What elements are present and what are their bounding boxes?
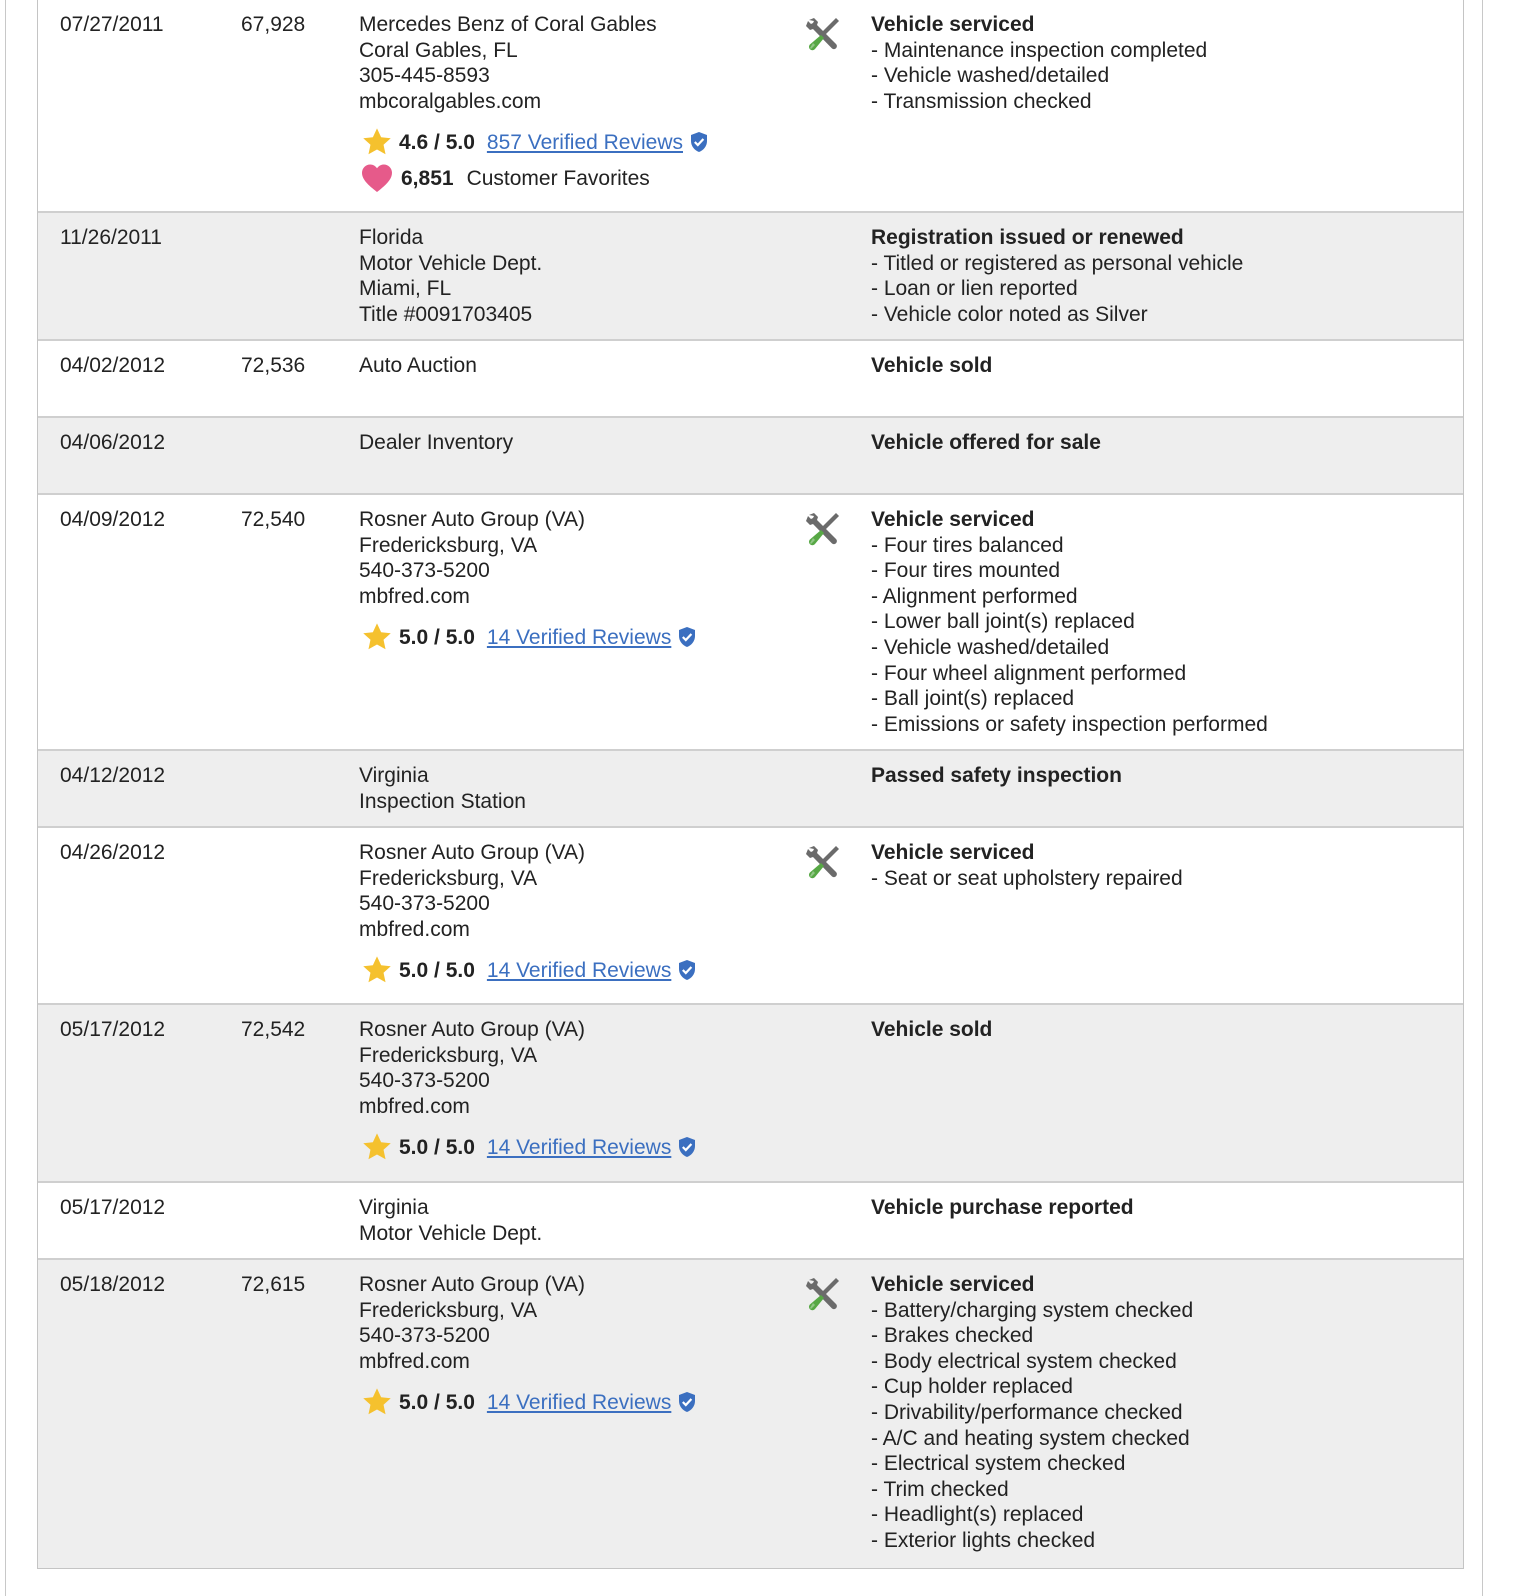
- dealer-rating: [359, 1384, 805, 1420]
- source-line: mbfred.com: [359, 1349, 470, 1373]
- source-line: Rosner Auto Group (VA): [359, 841, 586, 864]
- source-line: Motor Vehicle Dept.: [359, 1221, 543, 1245]
- verified-shield-icon: [683, 131, 709, 153]
- record-date: 11/26/2011: [60, 226, 162, 249]
- detail-item: - Exterior lights checked: [871, 1528, 1096, 1552]
- star-icon: [359, 126, 399, 158]
- source-line: Rosner Auto Group (VA): [359, 508, 586, 531]
- source-line: Rosner Auto Group (VA): [359, 1273, 586, 1296]
- record-date: 07/27/2011: [60, 13, 164, 36]
- record-date: 05/18/2012: [60, 1273, 166, 1296]
- history-table: [37, 0, 1464, 1569]
- record-details: [871, 0, 1463, 211]
- detail-item: - Titled or registered as personal vehicle: [871, 251, 1244, 275]
- star-icon: [359, 954, 399, 986]
- source-line: Mercedes Benz of Coral Gables: [359, 13, 657, 36]
- detail-item: - Headlight(s) replaced: [871, 1503, 1084, 1527]
- record-mileage: 72,542: [241, 1018, 306, 1041]
- detail-item: - Lower ball joint(s) replaced: [871, 610, 1135, 634]
- dealer-rating: [359, 1129, 805, 1165]
- rating-score: 5.0 / 5.0: [399, 958, 475, 982]
- record-source: [359, 1183, 805, 1258]
- record-date: 04/12/2012: [60, 764, 166, 787]
- wrench-screwdriver-icon: [805, 511, 871, 549]
- record-icon-cell: [805, 495, 871, 749]
- record-mileage: [241, 751, 359, 826]
- detail-item: - Four tires balanced: [871, 533, 1064, 557]
- record-details: [871, 213, 1463, 339]
- verified-shield-icon: [671, 959, 697, 981]
- star-icon: [359, 1386, 399, 1418]
- source-line: Virginia: [359, 764, 429, 787]
- verified-reviews-link[interactable]: 14 Verified Reviews: [486, 625, 672, 649]
- verified-shield-icon: [671, 626, 697, 648]
- record-icon-cell: [805, 1183, 871, 1258]
- record-details: [871, 418, 1463, 493]
- detail-item: - Brakes checked: [871, 1324, 1034, 1348]
- detail-item: - Four tires mounted: [871, 559, 1061, 583]
- record-icon-cell: [805, 0, 871, 211]
- record-mileage: [241, 418, 359, 493]
- source-line: Coral Gables, FL: [359, 38, 518, 62]
- detail-item: - Four wheel alignment performed: [871, 661, 1187, 685]
- detail-item: - Loan or lien reported: [871, 277, 1078, 301]
- record-source: [359, 828, 805, 1003]
- heart-icon: [359, 163, 401, 193]
- record-date: 05/17/2012: [60, 1196, 166, 1219]
- record-details: [871, 1005, 1463, 1181]
- record-title: Vehicle sold: [871, 354, 993, 377]
- source-line: 540-373-5200: [359, 559, 490, 583]
- record-details: [871, 1183, 1463, 1258]
- record-details: [871, 828, 1463, 1003]
- record-mileage: 72,615: [241, 1273, 306, 1296]
- record-mileage: 72,540: [241, 508, 306, 531]
- record-icon-cell: [805, 418, 871, 493]
- record-title: Vehicle sold: [871, 1018, 993, 1041]
- detail-item: - Body electrical system checked: [871, 1349, 1177, 1373]
- wrench-screwdriver-icon: [805, 16, 871, 54]
- rating-score: 4.6 / 5.0: [399, 130, 475, 154]
- record-icon-cell: [805, 213, 871, 339]
- detail-item: - Trim checked: [871, 1477, 1009, 1501]
- verified-shield-icon: [671, 1391, 697, 1413]
- history-record-row: [38, 828, 1463, 1005]
- record-source: [359, 0, 805, 211]
- source-line: Virginia: [359, 1196, 429, 1219]
- source-line: 305-445-8593: [359, 64, 490, 88]
- detail-item: - Alignment performed: [871, 584, 1078, 608]
- record-details: [871, 751, 1463, 826]
- record-details: [871, 495, 1463, 749]
- star-icon: [359, 1131, 399, 1163]
- detail-item: - Transmission checked: [871, 89, 1092, 113]
- source-line: Dealer Inventory: [359, 431, 514, 454]
- source-line: mbfred.com: [359, 917, 470, 941]
- record-title: Passed safety inspection: [871, 764, 1122, 787]
- history-record-row: [38, 0, 1463, 213]
- source-line: Fredericksburg, VA: [359, 1298, 538, 1322]
- history-record-row: [38, 751, 1463, 828]
- rating-score: 5.0 / 5.0: [399, 625, 475, 649]
- record-title: Vehicle serviced: [871, 841, 1035, 864]
- verified-reviews-link[interactable]: 14 Verified Reviews: [486, 958, 672, 982]
- record-icon-cell: [805, 1005, 871, 1181]
- history-record-row: [38, 1005, 1463, 1183]
- source-line: Fredericksburg, VA: [359, 866, 538, 890]
- record-details: [871, 1260, 1463, 1568]
- source-line: 540-373-5200: [359, 1069, 490, 1093]
- history-record-row: [38, 341, 1463, 418]
- detail-item: - Battery/charging system checked: [871, 1298, 1194, 1322]
- record-icon-cell: [805, 1260, 871, 1568]
- source-line: Fredericksburg, VA: [359, 533, 538, 557]
- rating-score: 5.0 / 5.0: [399, 1390, 475, 1414]
- report-frame: [5, 0, 1483, 1596]
- record-icon-cell: [805, 751, 871, 826]
- record-source: [359, 1260, 805, 1568]
- history-record-row: [38, 495, 1463, 751]
- detail-item: - A/C and heating system checked: [871, 1426, 1190, 1450]
- record-title: Vehicle serviced: [871, 508, 1035, 531]
- record-date: 04/06/2012: [60, 431, 166, 454]
- record-source: [359, 495, 805, 749]
- record-mileage: 67,928: [241, 13, 306, 36]
- record-date: 04/26/2012: [60, 841, 166, 864]
- history-record-row: [38, 213, 1463, 341]
- favorites-count: 6,851: [401, 166, 454, 190]
- verified-reviews-link[interactable]: 14 Verified Reviews: [486, 1135, 672, 1159]
- history-record-row: [38, 1183, 1463, 1260]
- detail-item: - Vehicle washed/detailed: [871, 64, 1110, 88]
- source-line: mbfred.com: [359, 1094, 470, 1118]
- source-line: Miami, FL: [359, 277, 452, 301]
- history-record-row: [38, 1260, 1463, 1568]
- record-date: 05/17/2012: [60, 1018, 166, 1041]
- record-mileage: [241, 828, 359, 1003]
- verified-reviews-link[interactable]: 14 Verified Reviews: [486, 1390, 672, 1414]
- wrench-screwdriver-icon: [805, 844, 871, 882]
- record-source: [359, 418, 805, 493]
- verified-reviews-link[interactable]: 857 Verified Reviews: [486, 130, 683, 154]
- source-line: Fredericksburg, VA: [359, 1043, 538, 1067]
- record-source: [359, 341, 805, 416]
- record-details: [871, 341, 1463, 416]
- source-line: Florida: [359, 226, 424, 249]
- record-title: Registration issued or renewed: [871, 226, 1184, 249]
- detail-item: - Seat or seat upholstery repaired: [871, 866, 1183, 890]
- detail-item: - Drivability/performance checked: [871, 1400, 1183, 1424]
- dealer-rating: [359, 952, 805, 988]
- record-source: [359, 213, 805, 339]
- record-title: Vehicle purchase reported: [871, 1196, 1134, 1219]
- source-line: Title #0091703405: [359, 302, 533, 326]
- record-source: [359, 751, 805, 826]
- detail-item: - Electrical system checked: [871, 1452, 1126, 1476]
- source-line: 540-373-5200: [359, 892, 490, 916]
- record-source: [359, 1005, 805, 1181]
- history-record-row: [38, 418, 1463, 495]
- record-icon-cell: [805, 828, 871, 1003]
- verified-shield-icon: [671, 1136, 697, 1158]
- source-line: mbcoralgables.com: [359, 89, 542, 113]
- detail-item: - Ball joint(s) replaced: [871, 687, 1075, 711]
- detail-item: - Maintenance inspection completed: [871, 38, 1208, 62]
- wrench-screwdriver-icon: [805, 1276, 871, 1314]
- dealer-rating: [359, 619, 805, 655]
- detail-item: - Emissions or safety inspection performed: [871, 712, 1268, 736]
- dealer-rating: [359, 124, 805, 160]
- record-title: Vehicle offered for sale: [871, 431, 1101, 454]
- record-icon-cell: [805, 341, 871, 416]
- rating-score: 5.0 / 5.0: [399, 1135, 475, 1159]
- source-line: Rosner Auto Group (VA): [359, 1018, 586, 1041]
- record-mileage: [241, 1183, 359, 1258]
- record-date: 04/02/2012: [60, 354, 166, 377]
- source-line: 540-373-5200: [359, 1324, 490, 1348]
- record-title: Vehicle serviced: [871, 13, 1035, 36]
- star-icon: [359, 621, 399, 653]
- detail-item: - Vehicle color noted as Silver: [871, 302, 1148, 326]
- record-date: 04/09/2012: [60, 508, 166, 531]
- detail-item: - Vehicle washed/detailed: [871, 635, 1110, 659]
- source-line: mbfred.com: [359, 584, 470, 608]
- customer-favorites: [359, 160, 805, 196]
- detail-item: - Cup holder replaced: [871, 1375, 1073, 1399]
- record-mileage: [241, 213, 359, 339]
- favorites-label: Customer Favorites: [466, 166, 650, 190]
- record-mileage: 72,536: [241, 354, 306, 377]
- source-line: Motor Vehicle Dept.: [359, 251, 543, 275]
- record-title: Vehicle serviced: [871, 1273, 1035, 1296]
- source-line: Auto Auction: [359, 354, 477, 377]
- source-line: Inspection Station: [359, 789, 526, 813]
